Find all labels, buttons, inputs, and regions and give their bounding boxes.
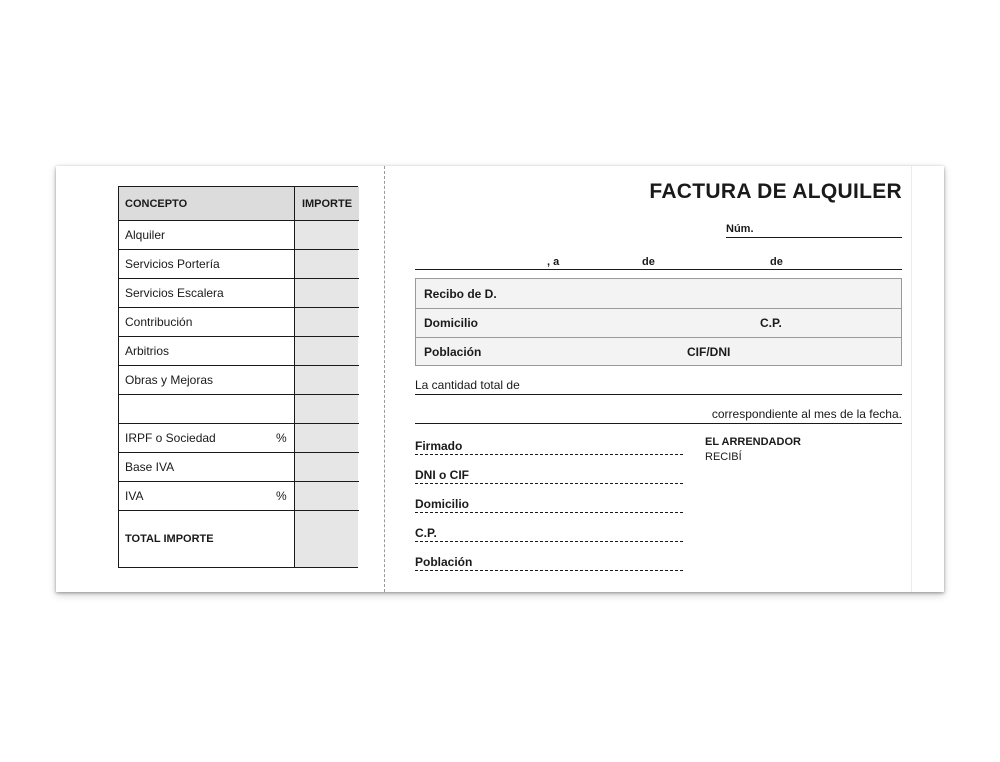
table-row xyxy=(119,424,359,453)
firmado-label: Firmado xyxy=(415,439,463,453)
date-place-separator: , a xyxy=(547,256,560,268)
concept-label: Servicios Portería xyxy=(125,257,220,271)
tenant-info-box xyxy=(415,278,902,366)
table-row xyxy=(119,395,359,424)
table-row xyxy=(119,250,359,279)
signature-poblacion-field[interactable] xyxy=(415,550,683,571)
amount-cell[interactable] xyxy=(294,250,358,278)
dni-cif-field[interactable] xyxy=(415,463,683,484)
percent-sign: % xyxy=(276,431,287,445)
concept-label: Servicios Escalera xyxy=(125,286,224,300)
concept-label: Obras y Mejoras xyxy=(125,373,214,387)
total-label: TOTAL IMPORTE xyxy=(125,533,214,545)
concept-table-header xyxy=(119,187,359,221)
invoice-number-label: Núm. xyxy=(726,223,754,235)
poblacion-label: Población xyxy=(424,345,482,359)
received-label: RECIBÍ xyxy=(705,451,742,463)
perforation-line xyxy=(384,166,385,592)
concept-label: Contribución xyxy=(125,315,193,329)
table-row xyxy=(119,366,359,395)
signature-cp-label: C.P. xyxy=(415,526,437,540)
table-row xyxy=(119,482,359,511)
amount-cell[interactable] xyxy=(294,221,358,249)
domicilio-label: Domicilio xyxy=(424,316,479,330)
amount-cell[interactable] xyxy=(294,337,358,365)
amount-header-cell xyxy=(294,187,358,220)
concept-label: Arbitrios xyxy=(125,344,170,358)
amount-cell[interactable] xyxy=(294,366,358,394)
invoice-title: FACTURA DE ALQUILER xyxy=(649,180,902,203)
date-month-separator: de xyxy=(770,256,783,268)
signature-domicilio-label: Domicilio xyxy=(415,497,470,511)
recibo-label: Recibo de D. xyxy=(424,287,497,301)
table-row xyxy=(119,221,359,250)
dni-cif-label: DNI o CIF xyxy=(415,468,469,482)
month-reference-field[interactable] xyxy=(415,423,902,424)
cif-dni-label: CIF/DNI xyxy=(687,345,731,359)
amount-cell[interactable] xyxy=(294,482,358,510)
total-row xyxy=(119,511,359,567)
amount-header: IMPORTE xyxy=(301,198,353,210)
signature-cp-field[interactable] xyxy=(415,521,683,542)
concept-label: IVA xyxy=(125,489,144,503)
landlord-title: EL ARRENDADOR xyxy=(705,436,801,448)
amount-cell[interactable] xyxy=(294,424,358,452)
signature-domicilio-field[interactable] xyxy=(415,492,683,513)
total-amount-text-field[interactable] xyxy=(415,394,902,395)
sheet-edge-divider xyxy=(911,166,912,592)
table-row xyxy=(119,453,359,482)
concept-table xyxy=(118,186,358,568)
table-row xyxy=(119,279,359,308)
total-amount-text-label: La cantidad total de xyxy=(415,378,520,392)
table-row xyxy=(119,308,359,337)
concept-label: Base IVA xyxy=(125,460,175,474)
invoice-number-field[interactable] xyxy=(726,237,902,238)
firmado-field[interactable] xyxy=(415,434,683,455)
concept-label: IRPF o Sociedad xyxy=(125,431,216,445)
date-field[interactable] xyxy=(415,269,902,270)
recibo-row[interactable] xyxy=(416,279,901,309)
domicilio-row[interactable] xyxy=(416,308,901,338)
amount-cell[interactable] xyxy=(294,279,358,307)
amount-cell[interactable] xyxy=(294,308,358,336)
amount-cell[interactable] xyxy=(294,453,358,481)
signature-poblacion-label: Población xyxy=(415,555,473,569)
amount-cell[interactable] xyxy=(294,395,358,423)
poblacion-row[interactable] xyxy=(416,337,901,366)
invoice-sheet xyxy=(56,166,944,592)
concept-label: Alquiler xyxy=(125,228,166,242)
table-row xyxy=(119,337,359,366)
month-reference-text: correspondiente al mes de la fecha. xyxy=(711,407,902,421)
total-amount-cell[interactable] xyxy=(294,511,358,567)
cp-label: C.P. xyxy=(760,316,782,330)
concept-header: CONCEPTO xyxy=(125,198,188,210)
percent-sign: % xyxy=(276,489,287,503)
date-day-separator: de xyxy=(642,256,655,268)
